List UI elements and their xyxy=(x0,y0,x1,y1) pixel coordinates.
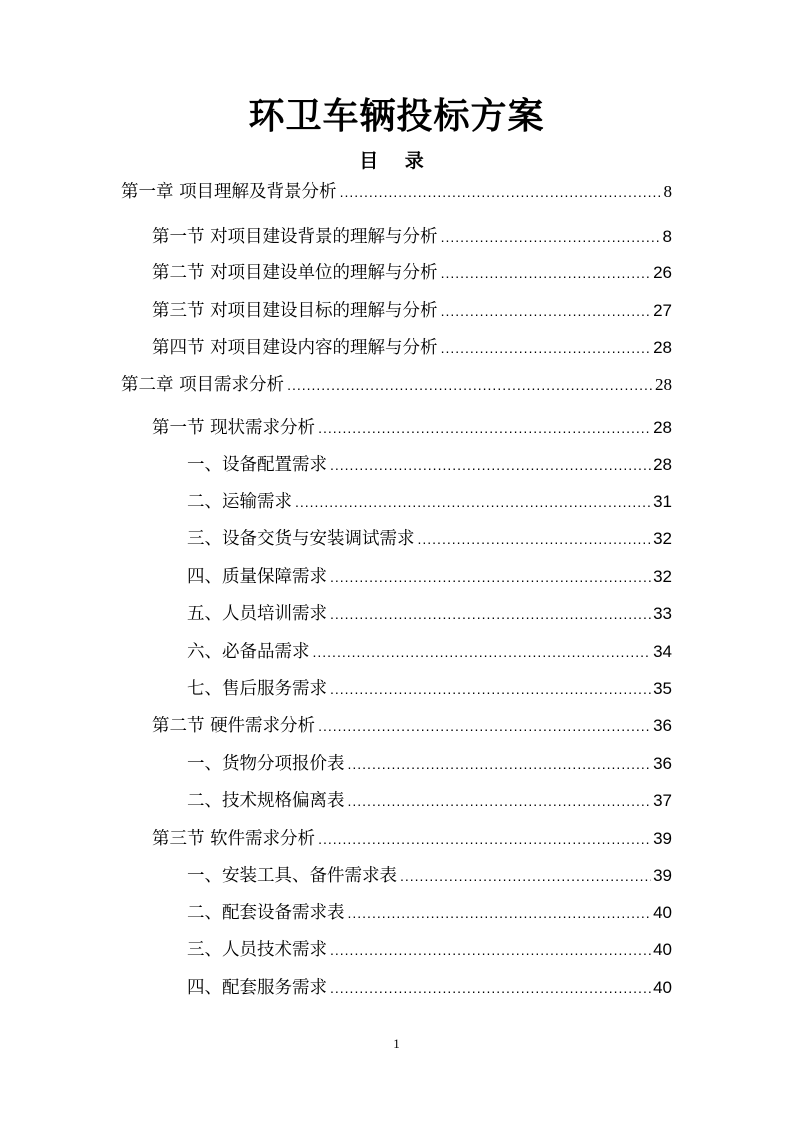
toc-entry-page: 36 xyxy=(653,716,672,735)
toc-entry-page: 36 xyxy=(653,754,672,773)
dot-leader xyxy=(348,756,652,772)
dot-leader xyxy=(418,531,652,547)
toc-entry-page: 35 xyxy=(653,679,672,698)
toc-entry-page: 8 xyxy=(663,182,672,201)
toc-entry[interactable] xyxy=(187,750,672,774)
toc-entry-label: 一、设备配置需求 xyxy=(187,455,327,475)
toc-heading: 目 录 xyxy=(359,150,434,172)
toc-entry-page: 33 xyxy=(653,604,672,623)
dot-leader xyxy=(318,718,651,734)
toc-entry-label: 三、设备交货与安装调试需求 xyxy=(187,529,415,549)
toc-entry-label: 第一节 现状需求分析 xyxy=(152,418,316,438)
toc-entry-page: 28 xyxy=(655,375,672,394)
dot-leader xyxy=(330,457,651,473)
toc-entry[interactable] xyxy=(187,600,672,624)
toc-entry-page: 39 xyxy=(653,866,672,885)
toc-entry-page: 31 xyxy=(653,492,672,511)
dot-leader xyxy=(348,905,652,921)
toc-entry-label: 第一节 对项目建设背景的理解与分析 xyxy=(152,227,438,247)
dot-leader xyxy=(318,831,651,847)
toc-entry-label: 二、运输需求 xyxy=(187,492,292,512)
toc-entry-page: 40 xyxy=(653,903,672,922)
toc-entry[interactable] xyxy=(187,563,672,587)
toc-entry-label: 第二节 对项目建设单位的理解与分析 xyxy=(152,263,438,283)
toc-entry-page: 27 xyxy=(653,301,672,320)
dot-leader xyxy=(330,980,651,996)
toc-entry-page: 40 xyxy=(653,940,672,959)
dot-leader xyxy=(441,265,652,281)
toc-entry-label: 二、配套设备需求表 xyxy=(187,903,345,923)
dot-leader xyxy=(295,494,651,510)
dot-leader xyxy=(340,184,662,200)
toc-entry[interactable] xyxy=(121,371,672,395)
toc-entry[interactable] xyxy=(187,488,672,512)
toc-entry-label: 一、货物分项报价表 xyxy=(187,754,345,774)
page-number: 1 xyxy=(393,1036,400,1051)
dot-leader xyxy=(313,644,652,660)
toc-entry[interactable] xyxy=(152,297,672,321)
toc-entry[interactable] xyxy=(187,862,672,886)
document-title: 环卫车辆投标方案 xyxy=(248,95,545,137)
toc-entry[interactable] xyxy=(152,414,672,438)
toc-entry[interactable] xyxy=(187,899,672,923)
toc-entry-page: 34 xyxy=(653,642,672,661)
toc-entry-label: 四、质量保障需求 xyxy=(187,567,327,587)
dot-leader xyxy=(330,606,651,622)
toc-entry-label: 第四节 对项目建设内容的理解与分析 xyxy=(152,338,438,358)
dot-leader xyxy=(348,793,652,809)
dot-leader xyxy=(441,229,661,245)
toc-entry-page: 28 xyxy=(653,338,672,357)
dot-leader xyxy=(330,569,651,585)
toc-entry[interactable] xyxy=(187,675,672,699)
toc-entry[interactable] xyxy=(187,525,672,549)
toc-entry-label: 六、必备品需求 xyxy=(187,642,310,662)
toc-entry-page: 32 xyxy=(653,567,672,586)
toc-entry-page: 39 xyxy=(653,829,672,848)
toc-entry-page: 28 xyxy=(653,418,672,437)
toc-entry-label: 第二节 硬件需求分析 xyxy=(152,716,316,736)
dot-leader xyxy=(287,377,653,393)
toc-entry[interactable] xyxy=(187,974,672,998)
toc-entry-label: 一、安装工具、备件需求表 xyxy=(187,866,397,886)
toc-entry[interactable] xyxy=(152,259,672,283)
toc-entry-page: 40 xyxy=(653,978,672,997)
toc-entry[interactable] xyxy=(152,334,672,358)
toc-entry-label: 第二章 项目需求分析 xyxy=(121,375,285,395)
toc-entry[interactable] xyxy=(152,223,672,247)
toc-entry[interactable] xyxy=(121,178,672,202)
toc-entry-page: 8 xyxy=(662,227,672,246)
dot-leader xyxy=(318,420,651,436)
toc-entry[interactable] xyxy=(187,936,672,960)
toc-entry[interactable] xyxy=(187,638,672,662)
toc-entry-label: 二、技术规格偏离表 xyxy=(187,791,345,811)
toc-entry-label: 七、售后服务需求 xyxy=(187,679,327,699)
toc-entry[interactable] xyxy=(187,787,672,811)
toc-entry-label: 五、人员培训需求 xyxy=(187,604,327,624)
toc-entry[interactable] xyxy=(152,825,672,849)
dot-leader xyxy=(441,340,652,356)
toc-entry[interactable] xyxy=(187,451,672,475)
toc-entry[interactable] xyxy=(152,712,672,736)
toc-entry-label: 四、配套服务需求 xyxy=(187,978,327,998)
dot-leader xyxy=(330,942,651,958)
toc-entry-label: 第三节 软件需求分析 xyxy=(152,829,316,849)
dot-leader xyxy=(441,303,652,319)
toc-entry-label: 第三节 对项目建设目标的理解与分析 xyxy=(152,301,438,321)
dot-leader xyxy=(330,681,651,697)
toc-entry-page: 37 xyxy=(653,791,672,810)
toc-entry-page: 26 xyxy=(653,263,672,282)
dot-leader xyxy=(400,868,651,884)
toc-entry-label: 第一章 项目理解及背景分析 xyxy=(121,182,337,202)
toc-entry-label: 三、人员技术需求 xyxy=(187,940,327,960)
toc-entry-page: 32 xyxy=(653,529,672,548)
toc-entry-page: 28 xyxy=(653,455,672,474)
